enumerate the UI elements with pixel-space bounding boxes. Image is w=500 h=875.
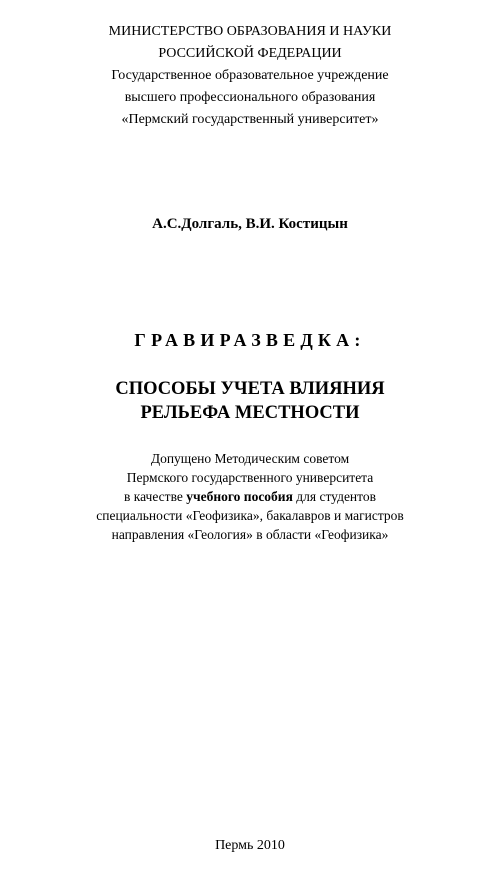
textbook-status: учебного пособия (186, 489, 293, 504)
book-title-line-1: СПОСОБЫ УЧЕТА ВЛИЯНИЯ (115, 379, 385, 399)
approval-line-3 (0, 488, 500, 506)
authors: А.С.Долгаль, В.И. Костицын (152, 216, 348, 232)
book-title-line-2: РЕЛЬЕФА МЕСТНОСТИ (140, 403, 360, 423)
institution-type-line-1: Государственное образовательное учреждение (111, 68, 389, 83)
approval-line-5: направления «Геология» в области «Геофизика» (111, 527, 389, 542)
approval-line-4: специальности «Геофизика», бакалавров и магистров (96, 508, 404, 523)
ministry-line-2: РОССИЙСКОЙ ФЕДЕРАЦИИ (158, 46, 342, 61)
city-year: Пермь 2010 (215, 838, 285, 853)
approval-line-3-after: для студентов (296, 489, 376, 504)
university-name: «Пермский государственный университет» (121, 112, 379, 127)
ministry-line-1: МИНИСТЕРСТВО ОБРАЗОВАНИЯ И НАУКИ (108, 24, 392, 39)
genre-heading: ГРАВИРАЗВЕДКА: (134, 330, 366, 350)
approval-line-2: Пермского государственного университета (126, 470, 374, 485)
approval-line-3-before: в качестве (124, 489, 183, 504)
institution-type-line-2: высшего профессионального образования (124, 90, 376, 105)
approval-line-1: Допущено Методическим советом (150, 451, 350, 466)
